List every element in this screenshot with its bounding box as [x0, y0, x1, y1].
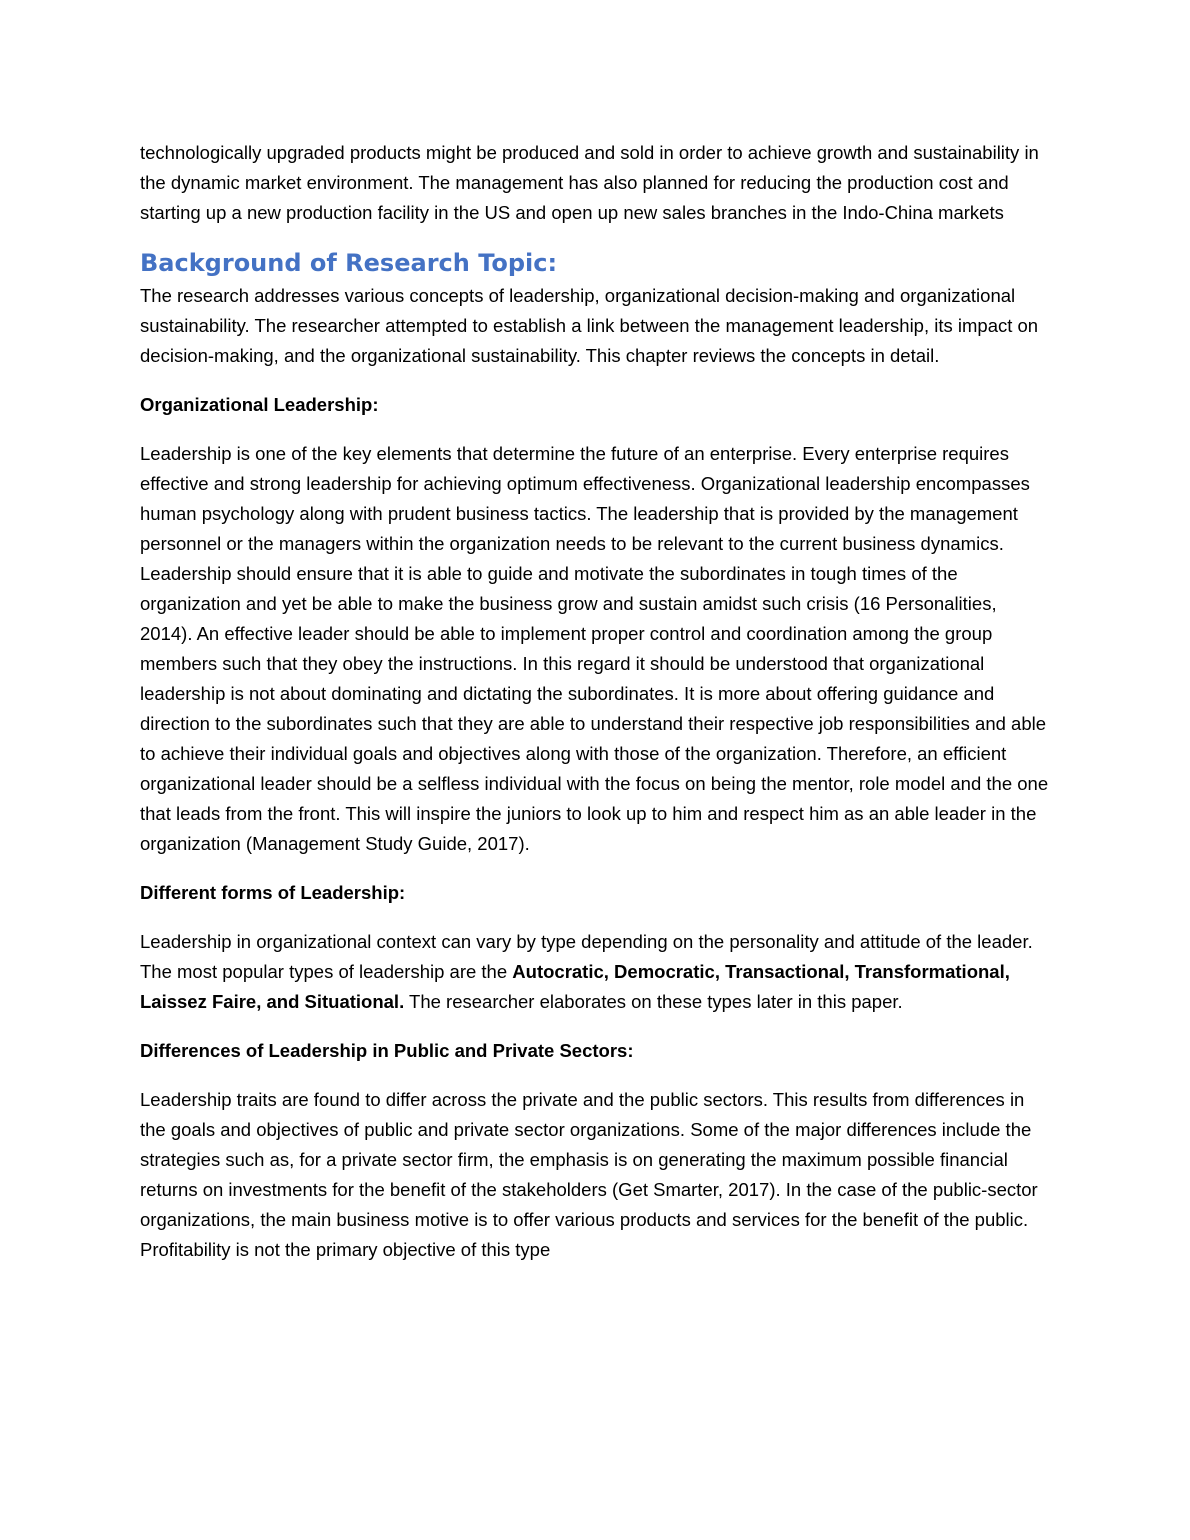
forms-leadership-heading: Different forms of Leadership:	[140, 882, 406, 903]
section-intro-paragraph: The research addresses various concepts of leadership, organizational decision-making and organizational sustainability. The researcher attempted to establish a link between the management leadership, its impact on decision-making, and the organizational sustainability. This chapter reviews the concepts in detail.	[140, 285, 1039, 366]
sector-differences-heading: Differences of Leadership in Public and Private Sectors:	[140, 1040, 634, 1061]
forms-body-start: Leadership in organizational context can vary by type depending on the personality and attitude of the leader. The most popular types of leadership are the	[140, 931, 1033, 982]
intro-paragraph: technologically upgraded products might be produced and sold in order to achieve growth and sustainability in the dynamic market environment. The management has also planned for reducing the production cost and starting up a new production facility in the US and open up new sales branches in the Indo-China markets	[140, 142, 1039, 223]
forms-leadership-paragraph	[140, 927, 1052, 1017]
sector-differences-paragraph: Leadership traits are found to differ across the private and the public sectors. This results from differences in the goals and objectives of public and private sector organizations. Some of the major differences include the strategies such as, for a private sector firm, the emphasis is on generating the maximum possible financial returns on investments for the benefit of the stakeholders (Get Smarter, 2017). In the case of the public-sector organizations, the main business motive is to offer various products and services for the benefit of the public. Profitability is not the primary objective of this type	[140, 1089, 1038, 1260]
document-page	[140, 138, 1052, 1284]
leadership-types-bold: Autocratic, Democratic, Transactional, Transformational, Laissez Faire, and Situational.	[140, 961, 1010, 1012]
org-leadership-heading: Organizational Leadership:	[140, 394, 379, 415]
org-leadership-paragraph: Leadership is one of the key elements that determine the future of an enterprise. Every enterprise requires effective and strong leadership for achieving optimum effectiveness. Organizational leadership encompasses human psychology along with prudent business tactics. The leadership that is provided by the management personnel or the managers within the organization needs to be relevant to the current business dynamics. Leadership should ensure that it is able to guide and motivate the subordinates in tough times of the organization and yet be able to make the business grow and sustain amidst such crisis (16 Personalities, 2014). An effective leader should be able to implement proper control and coordination among the group members such that they obey the instructions. In this regard it should be understood that organizational leadership is not about dominating and dictating the subordinates. It is more about offering guidance and direction to the subordinates such that they are able to understand their respective job responsibilities and able to achieve their individual goals and objectives along with those of the organization. Therefore, an efficient organizational leader should be a selfless individual with the focus on being the mentor, role model and the one that leads from the front. This will inspire the juniors to look up to him and respect him as an able leader in the organization (Management Study Guide, 2017).	[140, 443, 1049, 854]
forms-body-end: The researcher elaborates on these types later in this paper.	[404, 991, 903, 1012]
section-heading: Background of Research Topic:	[140, 249, 558, 277]
